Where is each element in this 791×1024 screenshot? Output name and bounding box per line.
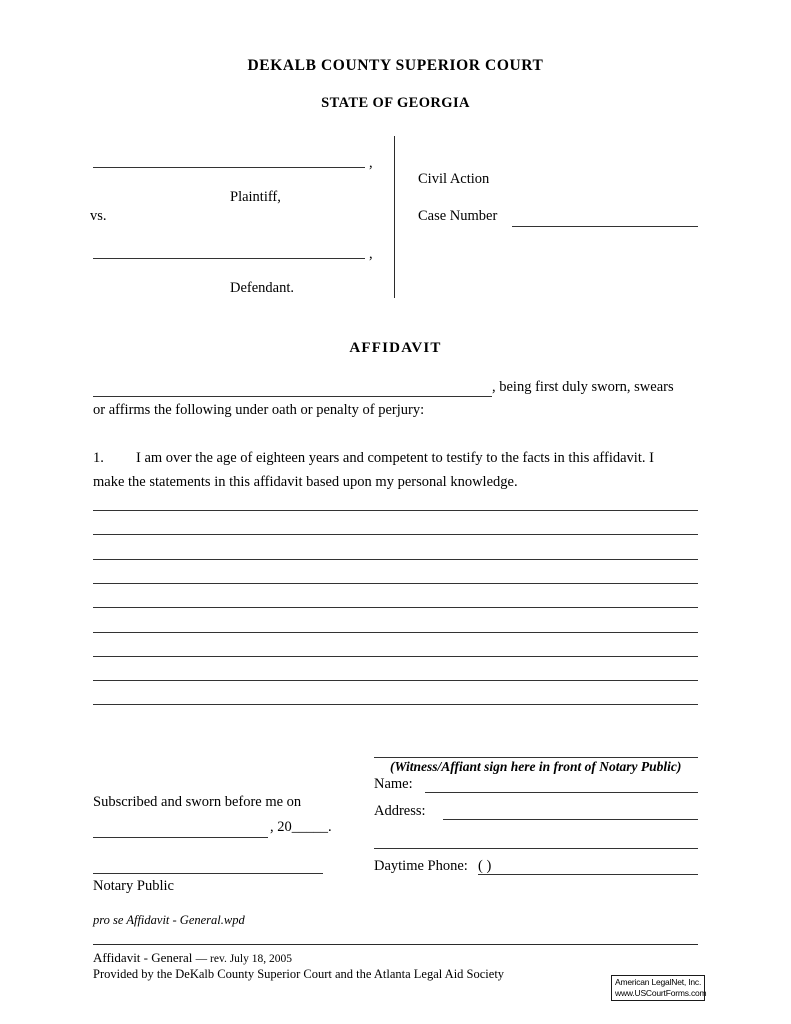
legalnet-website-url: www.USCourtForms.com bbox=[615, 987, 707, 998]
statement-blank-line[interactable] bbox=[93, 559, 698, 560]
statement-blank-line[interactable] bbox=[93, 607, 698, 608]
plaintiff-name-field[interactable] bbox=[93, 167, 365, 168]
name-label: Name: bbox=[374, 776, 413, 792]
statement-blank-line[interactable] bbox=[93, 510, 698, 511]
footer-divider bbox=[93, 944, 698, 945]
notary-public-label: Notary Public bbox=[93, 878, 174, 894]
signature-instruction-caption: (Witness/Affiant sign here in front of Notary Public) bbox=[390, 759, 682, 774]
defendant-name-field[interactable] bbox=[93, 258, 365, 259]
paragraph-1-line2: make the statements in this affidavit based upon my personal knowledge. bbox=[93, 474, 518, 490]
footer-revision-date: — rev. July 18, 2005 bbox=[195, 953, 292, 965]
defendant-comma: , bbox=[369, 246, 373, 262]
case-number-field[interactable] bbox=[512, 226, 698, 227]
plaintiff-comma: , bbox=[369, 155, 373, 171]
plaintiff-label: Plaintiff, bbox=[230, 189, 281, 205]
statement-blank-line[interactable] bbox=[93, 583, 698, 584]
paragraph-1-line1: I am over the age of eighteen years and competent to testify to the facts in this affidavit. I bbox=[136, 450, 654, 466]
footer-provided-by: Provided by the DeKalb County Superior Court and the Atlanta Legal Aid Society bbox=[93, 967, 505, 981]
sworn-statement-line1: , being first duly sworn, swears bbox=[492, 379, 674, 395]
legalnet-stamp bbox=[611, 975, 705, 1001]
statement-blank-line[interactable] bbox=[93, 656, 698, 657]
versus-label: vs. bbox=[90, 208, 107, 224]
subscribed-sworn-text: Subscribed and sworn before me on bbox=[93, 794, 302, 810]
statement-blank-line[interactable] bbox=[93, 704, 698, 705]
notary-year-text: , 20_____. bbox=[270, 819, 332, 835]
civil-action-label: Civil Action bbox=[418, 171, 490, 187]
witness-signature-field[interactable] bbox=[374, 757, 698, 758]
daytime-phone-field[interactable] bbox=[478, 874, 698, 875]
defendant-label: Defendant. bbox=[230, 280, 295, 296]
document-filename: pro se Affidavit - General.wpd bbox=[93, 913, 245, 927]
notary-date-field[interactable] bbox=[93, 837, 268, 838]
phone-area-code-parentheses: ( ) bbox=[478, 858, 492, 874]
paragraph-1-number: 1. bbox=[93, 450, 104, 466]
statement-blank-line[interactable] bbox=[93, 534, 698, 535]
address-label: Address: bbox=[374, 803, 426, 819]
caption-vertical-divider bbox=[394, 136, 395, 298]
statement-blank-line[interactable] bbox=[93, 680, 698, 681]
statement-blank-line[interactable] bbox=[93, 632, 698, 633]
name-field[interactable] bbox=[425, 792, 698, 793]
sworn-statement-line2: or affirms the following under oath or penalty of perjury: bbox=[93, 402, 425, 418]
address-field-line1[interactable] bbox=[443, 819, 698, 820]
legalnet-company-name: American LegalNet, Inc. bbox=[615, 977, 702, 987]
address-field-line2[interactable] bbox=[374, 848, 698, 849]
notary-signature-field[interactable] bbox=[93, 873, 323, 874]
footer-form-name-line bbox=[93, 950, 292, 966]
court-name-heading: DEKALB COUNTY SUPERIOR COURT bbox=[247, 57, 544, 74]
daytime-phone-label: Daytime Phone: bbox=[374, 858, 468, 874]
page-title: AFFIDAVIT bbox=[349, 340, 442, 356]
affiant-name-field[interactable] bbox=[93, 396, 492, 397]
state-heading: STATE OF GEORGIA bbox=[321, 95, 470, 111]
case-number-label: Case Number bbox=[418, 208, 498, 224]
footer-form-name: Affidavit - General bbox=[93, 950, 193, 965]
